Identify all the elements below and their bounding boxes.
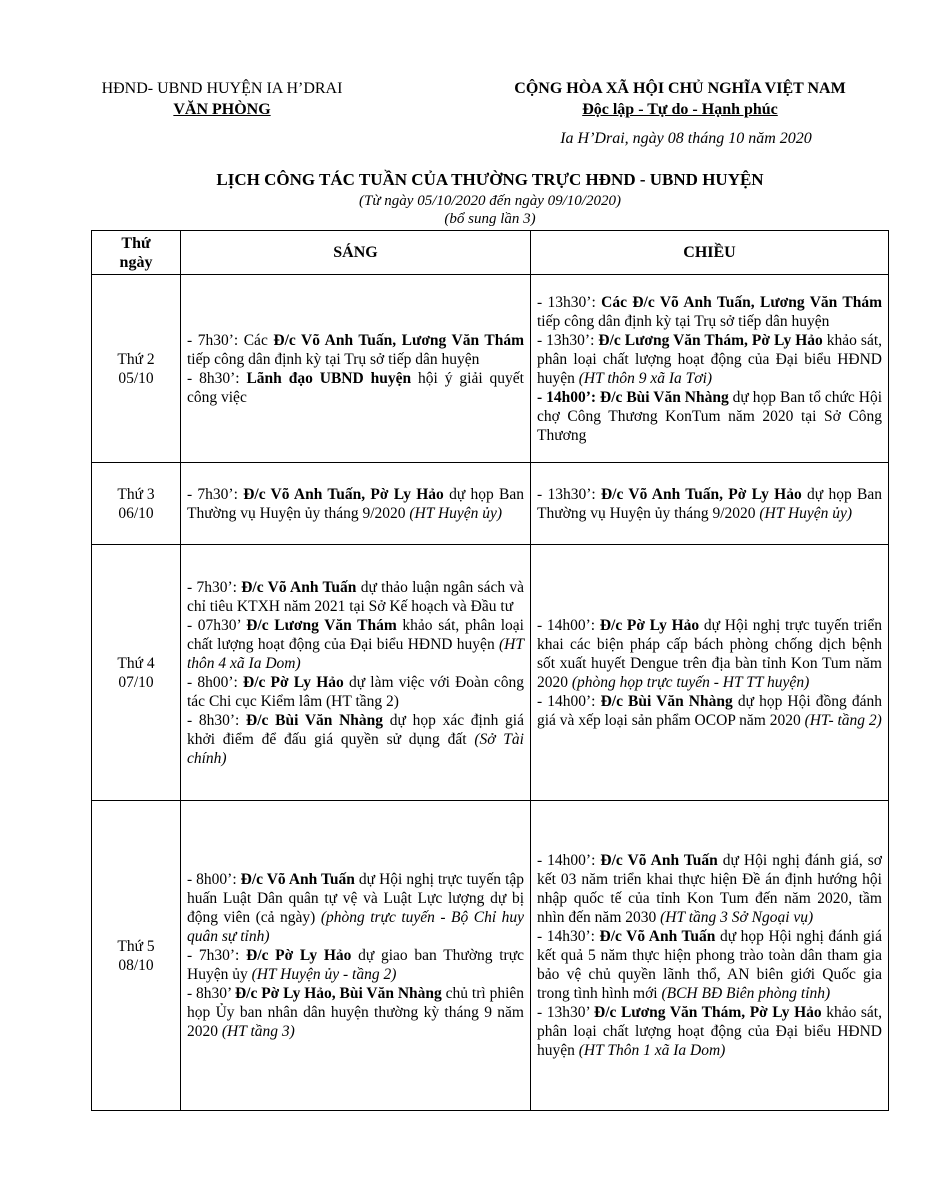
entry-text: Đ/c Võ Anh Tuấn [240,871,355,888]
entry-text: Đ/c Võ Anh Tuấn, Pờ Ly Hảo [600,485,802,503]
page-title: LỊCH CÔNG TÁC TUẦN CỦA THƯỜNG TRỰC HĐND - UBND HUYỆN [216,170,764,189]
schedule-entry [187,331,524,369]
entry-text: - 8h00’: [187,871,241,888]
entry-text: Đ/c Bùi Văn Nhàng [600,388,729,406]
day-header-line2: ngày [119,253,153,271]
schedule-entry [537,692,882,730]
entry-text: (HT Huyện ủy) [409,504,503,522]
revision-note: (bổ sung lần 3) [444,211,536,227]
entry-text: dự họp Hội đồng đánh giá và xếp loại sản phẩm OCOP năm 2020 [537,692,882,729]
entry-text: Đ/c Võ Anh Tuấn, Lương Văn Thám [273,331,524,349]
entry-text: Các Đ/c Võ Anh Tuấn, Lương Văn Thám [601,293,882,311]
weekday-label: Thứ 5 [117,937,155,955]
entry-text: - 7h30’: Các [187,331,274,349]
issuer-name: HĐND- UBND HUYỆN IA H’DRAI [101,80,343,97]
entry-text: (BCH BĐ Biên phòng tỉnh) [661,985,831,1002]
entry-text: - 7h30’: [187,485,244,503]
entry-text: - 13h30’: [537,331,599,349]
entry-text: (HT Thôn 1 xã Ia Dom) [578,1042,726,1059]
entry-text: Lãnh đạo UBND huyện [246,369,412,387]
entry-text: Đ/c Lương Văn Thám, Pờ Ly Hảo [598,331,823,349]
morning-column-header: SÁNG [181,231,531,275]
entry-text: dự thảo luận ngân sách và chỉ tiêu KTXH năm 2021 tại Sở Kế hoạch và Đầu tư [187,578,525,615]
entry-text: hội ý giải quyết công việc [187,369,524,406]
entry-text: Đ/c Lương Văn Thám [246,616,397,634]
entry-text: dự giao ban Thường trực Huyện ủy [187,947,524,983]
entry-text: Đ/c Võ Anh Tuấn, Pờ Ly Hảo [243,485,444,503]
entry-text: dự họp Hội nghị đánh giá kết quả 5 năm thực hiện phong trào toàn dân tham gia bảo vệ chủ quyền lãnh thổ, AN biên giới Quốc gia trong tình hình mới [537,928,882,1002]
entry-text: dự Hội nghị trực tuyến triển khai các biện pháp cấp bách phòng chống dịch bệnh sốt xuất huyết Dengue trên địa bàn tỉnh Kon Tum năm 2020 [537,616,882,691]
entry-text: - 14h00’: [537,852,601,869]
table-row [92,275,889,463]
entry-text: Đ/c Bùi Văn Nhàng [600,692,733,710]
schedule-entry [537,927,882,1003]
entry-text: Đ/c Pờ Ly Hảo [599,616,700,634]
afternoon-cell [531,545,889,801]
entry-text: - 8h30’: [187,711,247,729]
entry-text: (HT thôn 9 xã Ia Tơi) [578,369,713,387]
national-motto-block [470,78,890,120]
entry-text: dự họp Ban Thường vụ Huyện ủy tháng 9/2020 [537,485,882,522]
entry-text: - 14h00’: [537,616,600,634]
entry-text: (HT tầng 3 Sở Ngoại vụ) [660,909,814,926]
entry-text: Đ/c Võ Anh Tuấn [600,852,718,869]
issuer-block [84,78,360,120]
national-motto: Độc lập - Tự do - Hạnh phúc [582,101,778,118]
entry-text: Đ/c Pờ Ly Hảo [243,673,344,691]
afternoon-cell [531,463,889,545]
entry-text: - 14h00’: [537,388,601,406]
schedule-entry [537,293,882,331]
schedule-entry [537,485,882,523]
entry-text: - 8h30’: [187,369,247,387]
weekday-label: Thứ 2 [117,350,155,368]
table-header-row [92,231,889,275]
national-title: CỘNG HÒA XÃ HỘI CHỦ NGHĨA VIỆT NAM [514,80,846,97]
schedule-entry [187,616,524,673]
day-cell [92,545,181,801]
afternoon-cell [531,801,889,1111]
entry-text: tiếp công dân định kỳ tại Trụ sở tiếp dân huyện [537,312,830,330]
morning-cell [181,545,531,801]
entry-text: Đ/c Bùi Văn Nhàng [246,711,384,729]
schedule-entry [187,946,524,984]
schedule-entry [187,673,524,711]
entry-text: - 14h30’: [537,928,600,945]
day-cell [92,463,181,545]
morning-cell [181,275,531,463]
weekday-label: Thứ 3 [117,485,155,503]
entry-text: khảo sát, phân loại chất lượng hoạt động của Đại biểu HĐND huyện [187,616,524,653]
table-row [92,801,889,1111]
day-header-line1: Thứ [121,234,151,252]
issuer-office: VĂN PHÒNG [173,101,271,118]
schedule-entry [187,369,524,407]
day-column-header [92,231,181,275]
table-row [92,545,889,801]
entry-text: dự làm việc với Đoàn công tác Chi cục Kiểm lâm (HT tầng 2) [187,673,524,710]
schedule-entry [537,331,882,388]
entry-text: (HT tầng 3) [221,1023,295,1040]
entry-text: - 7h30’: [187,947,247,964]
schedule-entry [537,616,882,692]
schedule-entry [187,870,524,946]
entry-text: - 13h30’ [537,1004,595,1021]
date-label: 05/10 [118,369,154,387]
entry-text: dự họp xác định giá khởi điểm để đấu giá quyền sử dụng đất [187,711,524,748]
schedule-table [91,230,889,1111]
entry-text: (HT Huyện ủy) [759,504,853,522]
entry-text: - 13h30’: [537,293,602,311]
table-row [92,463,889,545]
entry-text: dự Hội nghị trực tuyến tập huấn Luật Dân quân tự vệ và Luật Lực lượng dự bị động viên (cả ngày) [187,871,525,926]
entry-text: - 07h30’ [187,616,247,634]
morning-cell [181,463,531,545]
date-label: 07/10 [118,673,154,691]
afternoon-cell [531,275,889,463]
day-cell [92,801,181,1111]
date-label: 08/10 [118,956,154,974]
entry-text: (phòng trực tuyến - Bộ Chỉ huy quân sự tỉnh) [187,909,524,945]
schedule-entry [187,485,524,523]
entry-text: - 8h00’: [187,673,243,691]
afternoon-column-header: CHIỀU [531,231,889,275]
entry-text: - 13h30’: [537,485,601,503]
entry-text: Đ/c Võ Anh Tuấn [241,578,357,596]
date-range: (Từ ngày 05/10/2020 đến ngày 09/10/2020) [359,193,621,209]
entry-text: khảo sát, phân loại chất lượng hoạt động của Đại biểu HĐND huyện [537,1004,882,1059]
schedule-entry [187,578,524,616]
entry-text: Đ/c Pờ Ly Hảo [246,947,352,964]
date-label: 06/10 [118,504,154,522]
day-cell [92,275,181,463]
entry-text: chủ trì phiên họp Ủy ban nhân dân huyện thường kỳ tháng 9 năm 2020 [187,985,525,1040]
entry-text: - 14h00’: [537,692,601,710]
entry-text: (HT- tầng 2) [804,711,882,729]
weekday-label: Thứ 4 [117,654,155,672]
schedule-entry [537,851,882,927]
entry-text: (HT Huyện ủy - tầng 2) [251,966,397,983]
issue-date: Ia H’Drai, ngày 08 tháng 10 năm 2020 [560,130,812,147]
schedule-entry [537,388,882,445]
entry-text: khảo sát, phân loại chất lượng hoạt động của Đại biểu HĐND huyện [537,331,883,387]
entry-text: - 8h30’ [187,985,235,1002]
entry-text: (HT thôn 4 xã Ia Dom) [187,635,524,672]
morning-cell [181,801,531,1111]
entry-text: dự Hội nghị đánh giá, sơ kết 03 năm triển khai thực hiện Đề án định hướng hội nhập quốc tế của tỉnh Kon Tum đến năm 2020, tầm nhìn đến năm 2030 [537,852,882,926]
entry-text: dự họp Ban tổ chức Hội chợ Công Thương KonTum năm 2020 tại Sở Công Thương [537,388,883,444]
schedule-entry [187,711,524,768]
entry-text: Đ/c Lương Văn Thám, Pờ Ly Hảo [594,1004,822,1021]
entry-text: dự họp Ban Thường vụ Huyện ủy tháng 9/2020 [187,485,524,522]
entry-text: (phòng họp trực tuyến - HT TT huyện) [571,673,810,691]
schedule-entry [537,1003,882,1060]
entry-text: (Sở Tài chính) [187,730,524,767]
entry-text: - 7h30’: [187,578,242,596]
entry-text: Đ/c Pờ Ly Hảo, Bùi Văn Nhàng [234,985,442,1002]
entry-text: tiếp công dân định kỳ tại Trụ sở tiếp dân huyện [187,350,480,368]
schedule-entry [187,984,524,1041]
entry-text: Đ/c Võ Anh Tuấn [599,928,716,945]
